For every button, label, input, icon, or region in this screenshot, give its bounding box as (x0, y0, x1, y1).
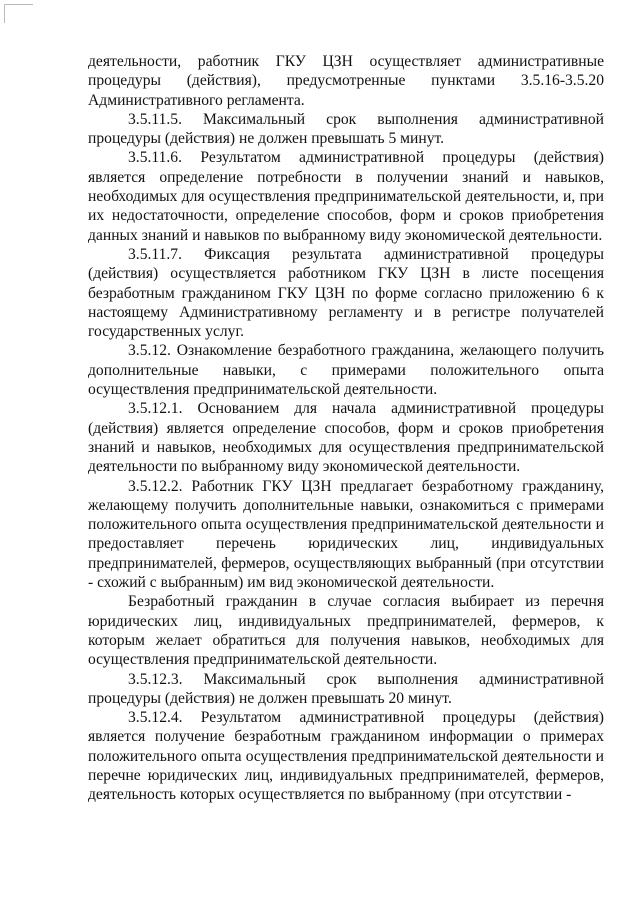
paragraph-3-5-12-4: 3.5.12.4. Результатом административной процедуры (действия) является получение безработным гражданином информации о примерах положительного опыта осуществления предпринимательской деятельности и перечне юридических лиц, индивидуальных предпринимателей, фермеров, деятельность которых осуществляется по выбранному (при отсутствии - (88, 709, 604, 804)
paragraph-3-5-11-7: 3.5.11.7. Фиксация результата административной процедуры (действия) осуществляется работником ГКУ ЦЗН в листе посещения безработным гражданином ГКУ ЦЗН по форме согласно приложению 6 к настоящему Административному регламенту и в регистре получателей государственных услуг. (88, 245, 604, 341)
paragraph-3-5-12-2: 3.5.12.2. Работник ГКУ ЦЗН предлагает безработному гражданину, желающему получить дополнительные навыки, ознакомиться с примерами положительного опыта осуществления предпринимательской деятельности и предоставляет перечень юридических лиц, индивидуальных предпринимателей, фермеров, осуществляющих выбранный (при отсутствии - схожий с выбранным) им вид экономической деятельности. (88, 477, 604, 592)
page-corner-mark (4, 4, 33, 23)
document-body (88, 52, 604, 805)
paragraph-3-5-12: 3.5.12. Ознакомление безработного гражданина, желающего получить дополнительные навыки, с примерами положительного опыта осуществления предпринимательской деятельности. (88, 342, 604, 399)
paragraph-3-5-12-1: 3.5.12.1. Основанием для начала административной процедуры (действия) является определение способов, форм и сроков приобретения знаний и навыков, необходимых для осуществления предпринимательской деятельности по выбранному виду экономической деятельности. (88, 400, 604, 476)
paragraph-3-5-12-3: 3.5.12.3. Максимальный срок выполнения административной процедуры (действия) не должен превышать 20 минут. (88, 670, 604, 707)
paragraph-unemployed-citizen-choice: Безработный гражданин в случае согласия выбирает из перечня юридических лиц, индивидуальных предпринимателей, фермеров, к которым желает обратиться для получения навыков, необходимых для осуществления предпринимательской деятельности. (88, 593, 604, 669)
paragraph-3-5-11-6: 3.5.11.6. Результатом административной процедуры (действия) является определение потребности в получении знаний и навыков, необходимых для осуществления предпринимательской деятельности, и, при их недостаточности, определение способов, форм и сроков приобретения данных знаний и навыков по выбранному виду экономической деятельности. (88, 149, 604, 244)
paragraph-continuation: деятельности, работник ГКУ ЦЗН осуществляет административные процедуры (действия), предусмотренные пунктами 3.5.16-3.5.20 Административного регламента. (88, 53, 604, 109)
paragraph-3-5-11-5: 3.5.11.5. Максимальный срок выполнения административной процедуры (действия) не должен превышать 5 минут. (88, 110, 604, 148)
